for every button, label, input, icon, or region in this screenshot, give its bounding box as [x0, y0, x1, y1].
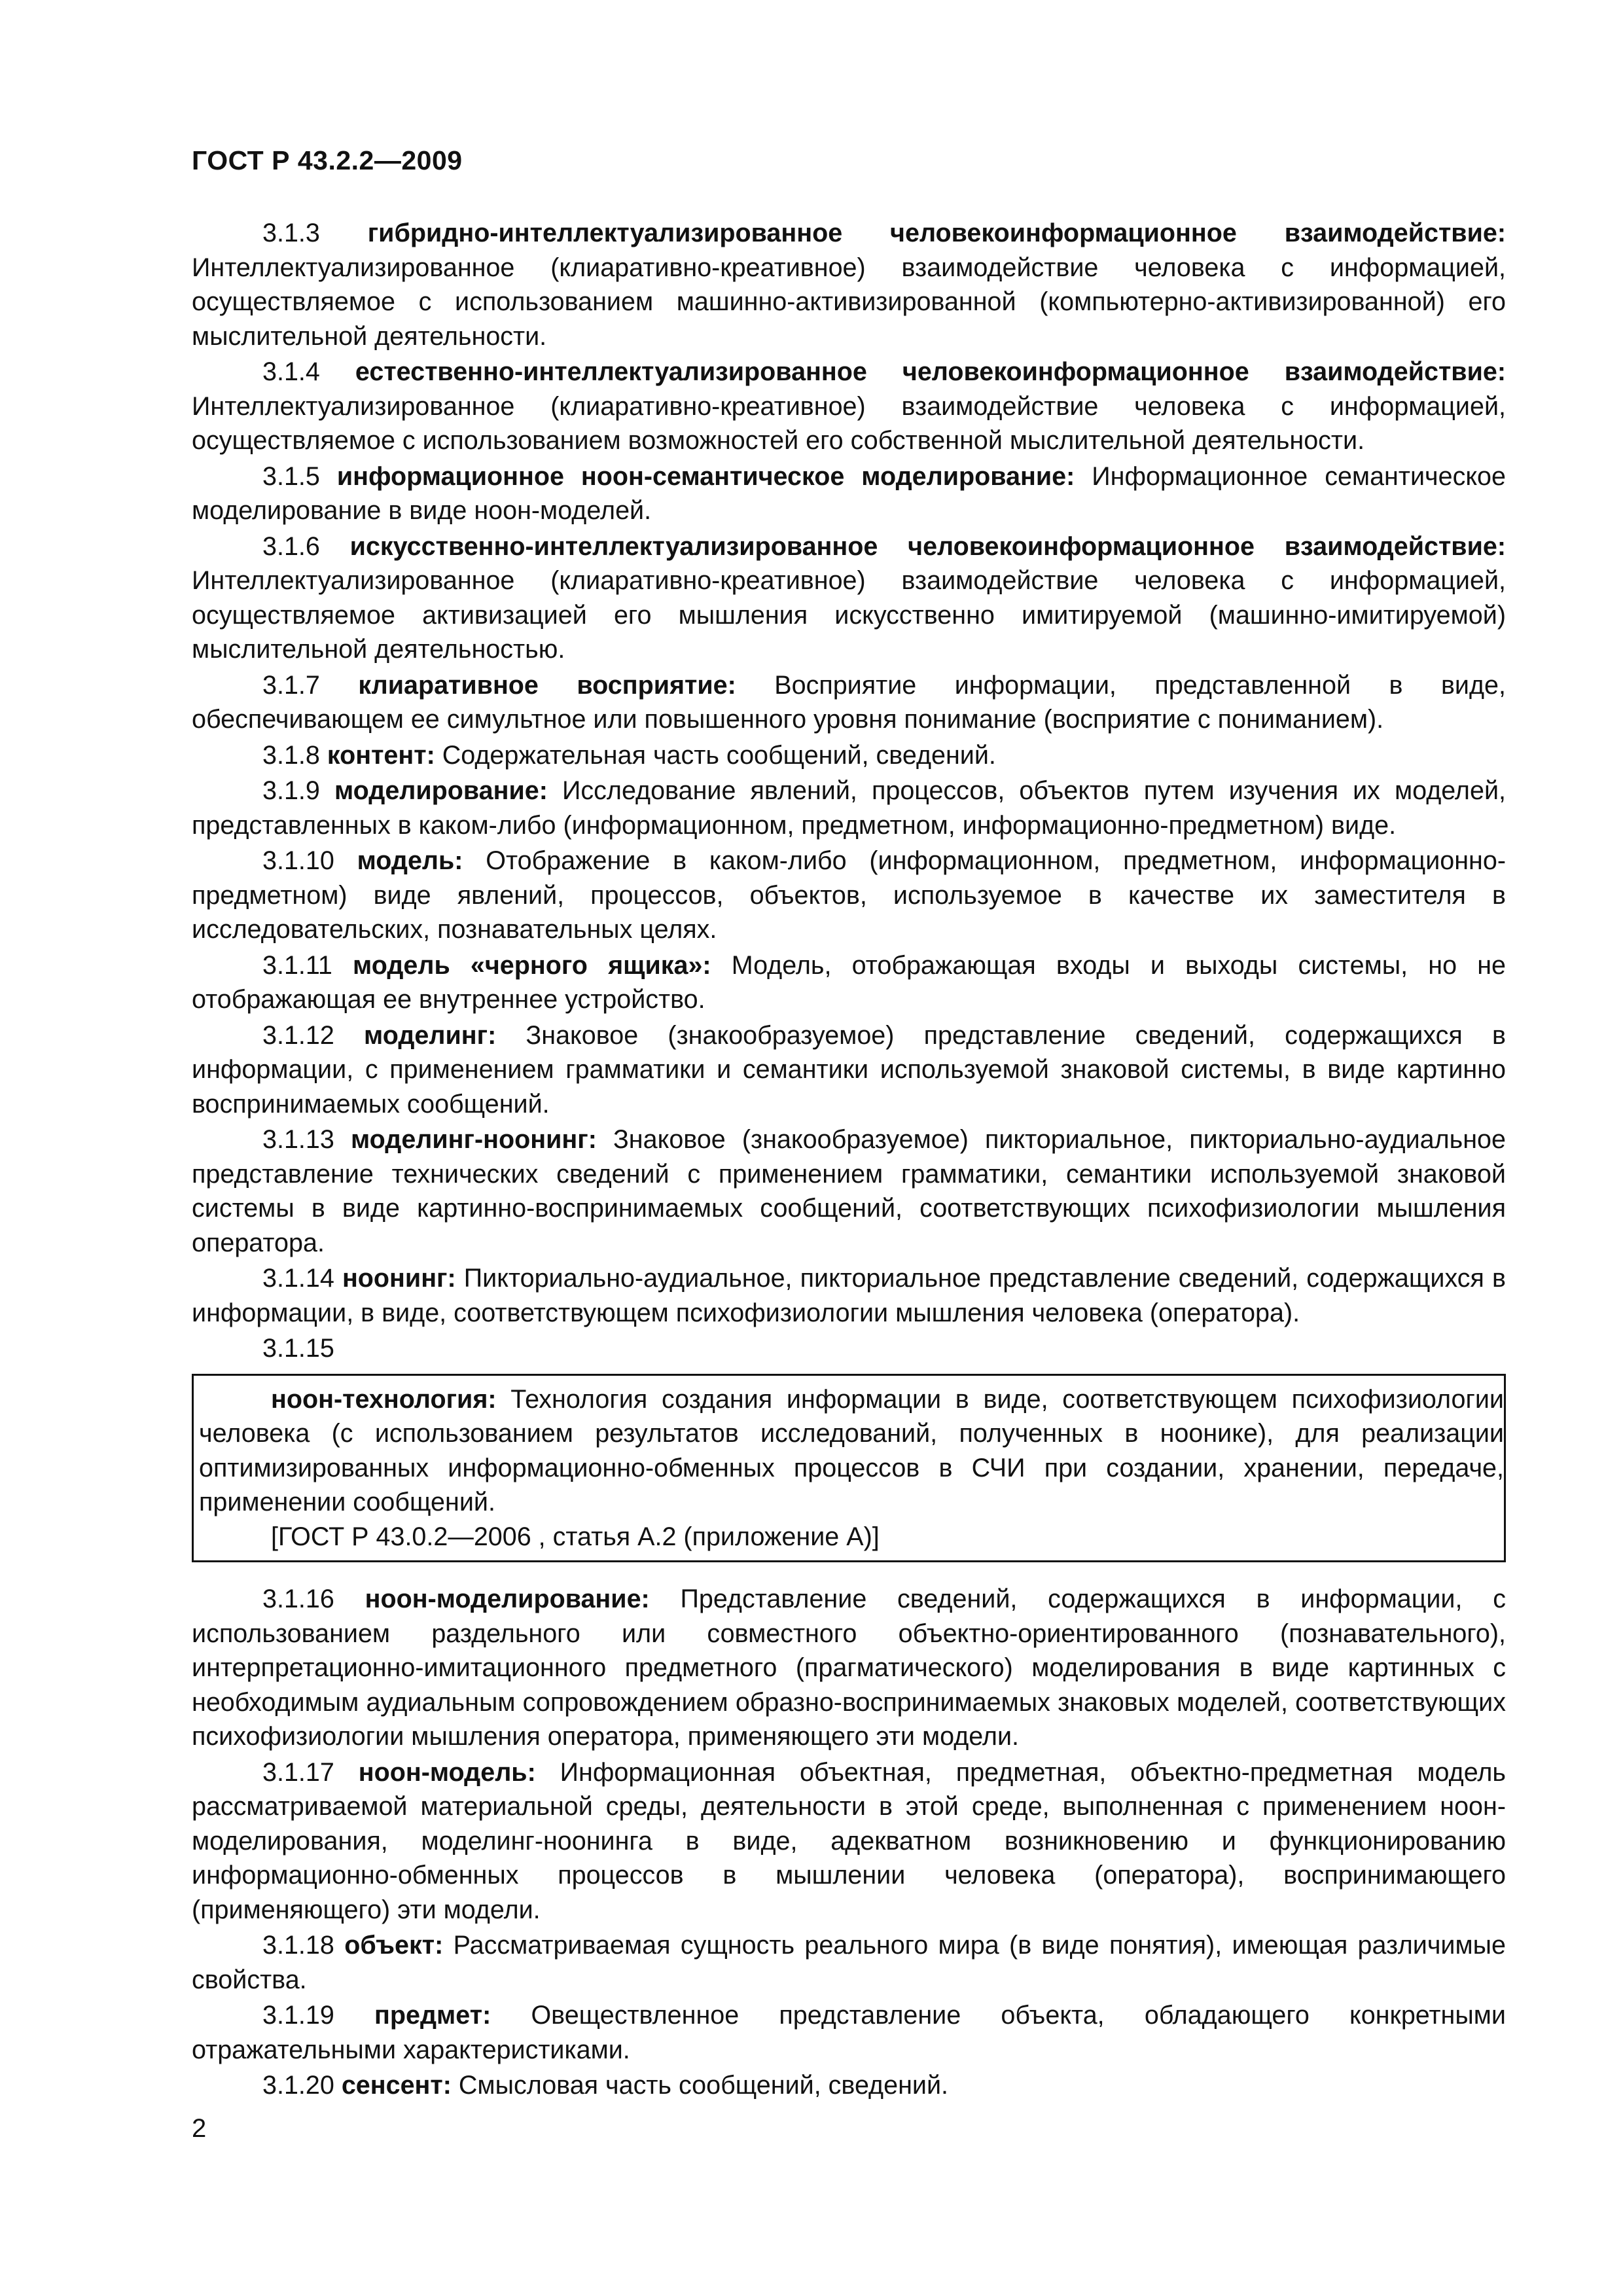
term-definition: Рассматриваемая сущность реального мира (в виде понятия), имеющая различимые свойства.	[192, 1931, 1506, 1994]
term-name: контент:	[327, 740, 435, 770]
term-number-standalone: 3.1.15	[262, 1334, 334, 1363]
term-name: ноонинг:	[342, 1264, 456, 1293]
term-name: информационное ноон-семантическое моделирование:	[336, 461, 1075, 491]
term-definition: Знаковое (знакообразуемое) пикториальное, пикториально-аудиальное представление технических сведений с применением грамматики, семантики используемой знаковой системы в виде картинно-воспринимаемых сообщений, соответствующих психофизиологии мышления оператора.	[192, 1125, 1506, 1257]
term-entry	[192, 1582, 1506, 1754]
term-entry	[192, 1122, 1506, 1260]
term-number: 3.1.10	[262, 846, 334, 875]
term-definition: Технология создания информации в виде, соответствующем психофизиологии человека (с использованием результатов исследований, полученных в ноонике), для реализации оптимизированных информационно-обменных процессов в СЧИ при создании, хранении, передаче, применении сообщений.	[199, 1384, 1504, 1516]
term-entry	[192, 1755, 1506, 1928]
term-number: 3.1.11	[262, 950, 332, 980]
term-entry	[192, 948, 1506, 1017]
term-entry	[192, 844, 1506, 947]
term-number: 3.1.18	[262, 1931, 334, 1960]
term-name: модель:	[357, 846, 463, 875]
term-entry	[192, 355, 1506, 458]
terms-after-list	[192, 1582, 1506, 2103]
term-definition: Восприятие информации, представленной в виде, обеспечивающем ее симультное или повышенного уровня понимание (восприятие с пониманием).	[192, 670, 1506, 734]
term-definition: Овеществленное представление объекта, обладающего конкретными отражательными характеристиками.	[192, 2001, 1506, 2064]
term-number: 3.1.7	[262, 670, 320, 700]
term-entry	[192, 1018, 1506, 1122]
term-entry	[192, 738, 1506, 773]
term-number: 3.1.9	[262, 776, 320, 805]
term-definition: Интеллектуализированное (клиаративно-креативное) взаимодействие человека с информацией, осуществляемое с использованием машинно-активизированной (компьютерно-активизированной) его мыслительной деятельности.	[192, 253, 1506, 351]
term-number: 3.1.12	[262, 1020, 334, 1050]
quoted-definition-box	[192, 1374, 1506, 1563]
term-definition: Отображение в каком-либо (информационном, предметном, информационно-предметном) виде явлений, процессов, объектов, используемое в качестве их заместителя в исследовательских, познавательных целях.	[192, 846, 1506, 944]
term-entry	[192, 668, 1506, 737]
term-name: естественно-интеллектуализированное человекоинформационное взаимодействие:	[355, 357, 1506, 386]
term-definition: Представление сведений, содержащихся в информации, с использованием раздельного или совместного объектно-ориентированного (познавательного), интерпретационно-имитационного предметного (прагматического) моделирования в виде картинных с необходимым аудиальным сопровождением образно-воспринимаемых знаковых моделей, соответствующих психофизиологии мышления оператора, применяющего эти модели.	[192, 1585, 1506, 1751]
term-definition: Информационное семантическое моделирование в виде ноон-моделей.	[192, 461, 1506, 525]
term-number: 3.1.16	[262, 1585, 334, 1613]
term-definition: Интеллектуализированное (клиаративно-креативное) взаимодействие человека с информацией, осуществляемое с использованием возможностей его собственной мыслительной деятельности.	[192, 391, 1506, 455]
term-number: 3.1.14	[262, 1264, 334, 1293]
term-name: сенсент:	[341, 2071, 452, 2100]
term-entry	[192, 2068, 1506, 2103]
term-entry	[192, 459, 1506, 528]
term-name: гибридно-интеллектуализированное человекоинформационное взаимодействие:	[367, 219, 1506, 247]
terms-before-list	[192, 216, 1506, 1330]
term-definition: Содержательная часть сообщений, сведений.	[442, 740, 996, 770]
term-number: 3.1.20	[262, 2071, 334, 2100]
term-definition: Знаковое (знакообразуемое) представление сведений, содержащихся в информации, с применением грамматики и семантики используемой знаковой системы, в виде картинно воспринимаемых сообщений.	[192, 1020, 1506, 1119]
term-number: 3.1.5	[262, 461, 320, 491]
term-entry	[192, 216, 1506, 353]
term-entry	[192, 1261, 1506, 1330]
term-name: модель «черного ящика»:	[353, 950, 711, 980]
term-number: 3.1.4	[262, 357, 320, 386]
term-definition: Интеллектуализированное (клиаративно-креативное) взаимодействие человека с информацией, осуществляемое активизацией его мышления искусственно имитируемой (машинно-имитируемой) мыслительной деятельностью.	[192, 566, 1506, 664]
term-number: 3.1.17	[262, 1757, 334, 1787]
term-name: искусственно-интеллектуализированное человекоинформационное взаимодействие:	[349, 531, 1506, 561]
term-name: ноон-технология:	[271, 1384, 497, 1414]
term-entry	[192, 1998, 1506, 2067]
page-number: 2	[192, 2114, 207, 2143]
term-entry	[192, 774, 1506, 842]
term-entry	[192, 1928, 1506, 1997]
term-name: моделинг-ноонинг:	[350, 1125, 597, 1154]
term-definition: Модель, отображающая входы и выходы системы, но не отображающая ее внутреннее устройство.	[192, 950, 1506, 1014]
term-entry	[192, 529, 1506, 667]
term-name: объект:	[344, 1931, 444, 1960]
term-name: предмет:	[374, 2001, 491, 2030]
term-number: 3.1.19	[262, 2001, 334, 2030]
term-name: клиаративное восприятие:	[358, 670, 736, 700]
term-definition: Информационная объектная, предметная, объектно-предметная модель рассматриваемой материальной среды, деятельности в этой среде, выполненная с применением ноон-моделирования, моделинг-ноонинга в виде, адекватном возникновению и функционированию информационно-обменных процессов в мышлении человека (оператора), воспринимающего (применяющего) эти модели.	[192, 1757, 1506, 1924]
term-name: моделинг:	[364, 1020, 497, 1050]
term-name: ноон-моделирование:	[365, 1585, 650, 1613]
term-definition: Смысловая часть сообщений, сведений.	[458, 2071, 948, 2100]
source-reference: [ГОСТ Р 43.0.2—2006 , статья А.2 (приложение А)]	[271, 1522, 880, 1551]
term-definition: Пикториально-аудиальное, пикториальное представление сведений, содержащихся в информации, в виде, соответствующем психофизиологии мышления человека (оператора).	[192, 1264, 1506, 1327]
term-name: моделирование:	[334, 776, 548, 805]
terms-section	[192, 216, 1506, 2104]
term-number: 3.1.6	[262, 531, 320, 561]
term-number: 3.1.8	[262, 740, 320, 770]
boxed-term-entry	[199, 1382, 1504, 1520]
term-name: ноон-модель:	[358, 1757, 536, 1787]
term-definition: Исследование явлений, процессов, объектов путем изучения их моделей, представленных в каком-либо (информационном, предметном, информационно-предметном) виде.	[192, 776, 1506, 840]
document-header: ГОСТ Р 43.2.2—2009	[192, 145, 463, 175]
term-number: 3.1.3	[262, 219, 320, 247]
term-number: 3.1.13	[262, 1125, 334, 1154]
